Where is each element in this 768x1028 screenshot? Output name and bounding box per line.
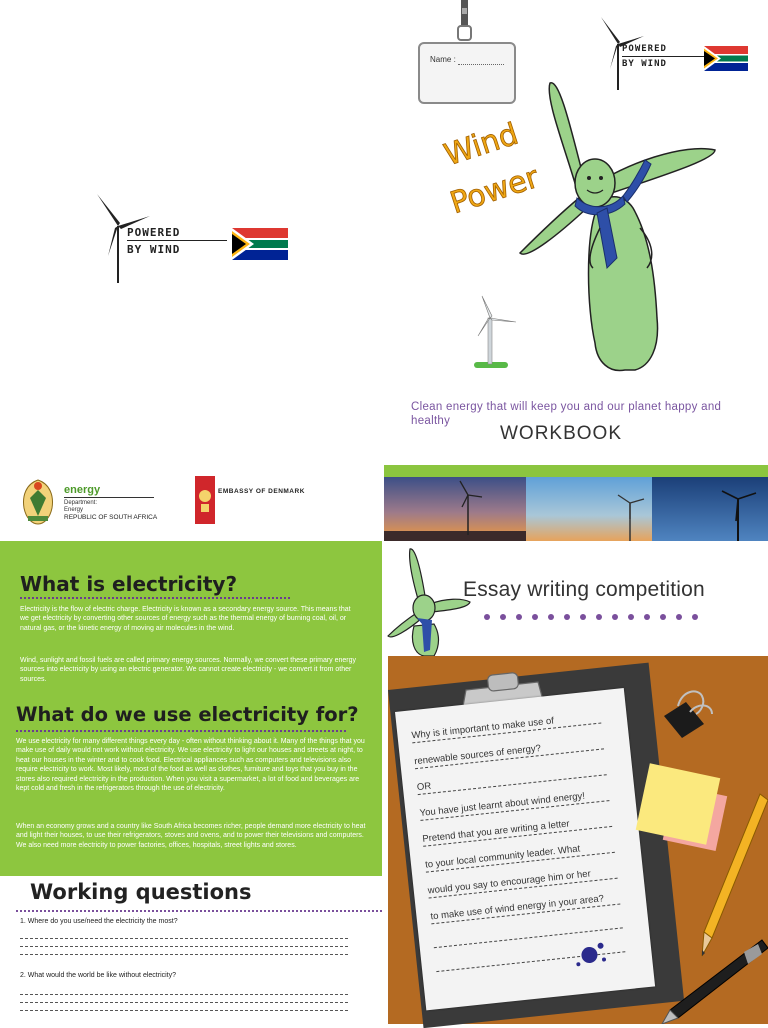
paragraph-uses: We use electricity for many different things every day - often without thinking about it. Many of the things that you make use of daily would not work without electricity. We use electricity to light our houses and streets at night, to heat our houses in the winter and to cook food. Electrical appliances such as computers and televisions also require electricity to work. Most likely, most of the food as well as clothes, furniture and toys that you buy in the stores also required electricity in the production. When you visit a supermarket, a lot of food and beverages are kept cold and fresh in the refrigerators through the use of electricity.	[16, 738, 365, 793]
answer-line[interactable]	[20, 946, 348, 947]
heading-dotted-rule	[16, 730, 346, 732]
essay-line: Pretend that you are writing a letter	[421, 818, 571, 845]
department-text	[64, 500, 97, 514]
essay-paper	[395, 688, 655, 1010]
purple-dot	[516, 614, 522, 620]
purple-dot	[548, 614, 554, 620]
essay-competition-title: Essay writing competition	[463, 578, 705, 601]
essay-line: Why is it important to make use of	[411, 715, 555, 742]
republic-text: REPUBLIC OF SOUTH AFRICA	[64, 514, 158, 521]
energy-logo-text: energy	[64, 484, 101, 496]
purple-dot	[676, 614, 682, 620]
answer-line[interactable]	[20, 1010, 348, 1011]
south-africa-flag-icon	[232, 228, 288, 260]
heading-what-do-we-use: What do we use electricity for?	[16, 703, 359, 726]
purple-dot	[628, 614, 634, 620]
photo-sunset-turbine	[384, 477, 526, 541]
answer-line[interactable]	[20, 954, 348, 955]
south-africa-flag-icon	[704, 46, 748, 71]
essay-line: You have just learnt about wind energy!	[419, 790, 586, 819]
denmark-crest-icon	[195, 476, 215, 524]
paragraph-primary-sources: Wind, sunlight and fossil fuels are called primary energy sources. Normally, we convert these primary energy sources into electricity by using an electric generator. We cannot create electricity - we convert it from other sources.	[20, 657, 357, 683]
paragraph-economy: When an economy grows and a country like South Africa becomes richer, people demand more electricity to heat and light their houses, to use their refrigerators, stoves and ovens, and to power their televisions and computers. We also need more electricity to power factories, offices, hospitals, street lights and stores.	[16, 823, 366, 849]
essay-line: renewable sources of energy?	[413, 742, 542, 768]
powered-text: POWERED	[127, 226, 181, 239]
essay-line: would you say to encourage him or her	[427, 868, 592, 897]
purple-dot	[644, 614, 650, 620]
working-dotted-rule	[16, 910, 382, 912]
department-label: Department:	[64, 500, 98, 506]
name-badge	[418, 42, 516, 104]
purple-dot	[532, 614, 538, 620]
answer-line[interactable]	[20, 938, 348, 939]
by-wind-text: BY WIND	[622, 59, 667, 69]
lanyard-clip-icon	[455, 0, 475, 44]
essay-line: OR	[416, 780, 432, 794]
cover-title-power: Power	[446, 159, 544, 222]
coat-of-arms-icon	[18, 476, 58, 526]
question-1: 1. Where do you use/need the electricity the most?	[20, 918, 178, 925]
essay-line: to your local community leader. What	[424, 843, 581, 871]
answer-line[interactable]	[20, 994, 348, 995]
cover-tagline: Clean energy that will keep you and our planet happy and healthy	[411, 401, 722, 427]
cover-title-wind: Wind	[440, 116, 523, 174]
paragraph-what-is: Electricity is the flow of electric charge. Electricity is known as a secondary energy source. This means that we get electricity by converting other sources of energy such as the thermal energy of burning coal, oil, or natural gas, or the kinetic energy of moving air molecules in the wind.	[20, 606, 351, 632]
essay-line: to make use of wind energy in your area?	[430, 893, 605, 923]
logo-divider	[64, 497, 154, 498]
electricity-panel	[0, 541, 382, 876]
pen-icon	[658, 934, 768, 1024]
answer-line[interactable]	[20, 1002, 348, 1003]
workbook-label: WORKBOOK	[500, 423, 623, 444]
purple-dot	[564, 614, 570, 620]
purple-dot	[692, 614, 698, 620]
photo-dusk-turbine	[526, 477, 652, 541]
purple-dot	[500, 614, 506, 620]
purple-dot	[484, 614, 490, 620]
purple-dot	[612, 614, 618, 620]
purple-dot	[660, 614, 666, 620]
powered-by-wind-logo-left	[92, 190, 292, 285]
name-label: Name :	[430, 55, 456, 64]
ink-splat-icon	[570, 937, 613, 971]
wind-mascot-illustration	[515, 78, 745, 378]
heading-dotted-rule	[20, 597, 290, 599]
heading-what-is-electricity: What is electricity?	[20, 572, 238, 596]
department-energy: Energy	[64, 507, 84, 513]
photo-night-turbine	[652, 477, 768, 541]
heading-working-questions: Working questions	[30, 880, 252, 904]
by-wind-text: BY WIND	[127, 243, 181, 256]
small-turbine-icon	[466, 292, 526, 372]
embassy-text: EMBASSY OF DENMARK	[218, 488, 305, 495]
powered-text: POWERED	[622, 44, 667, 54]
binder-clip-icon	[656, 686, 716, 742]
question-2: 2. What would the world be like without electricity?	[20, 972, 177, 979]
purple-dot	[580, 614, 586, 620]
mascot-small-illustration	[384, 546, 474, 656]
green-strip	[384, 465, 768, 477]
purple-dot	[596, 614, 602, 620]
